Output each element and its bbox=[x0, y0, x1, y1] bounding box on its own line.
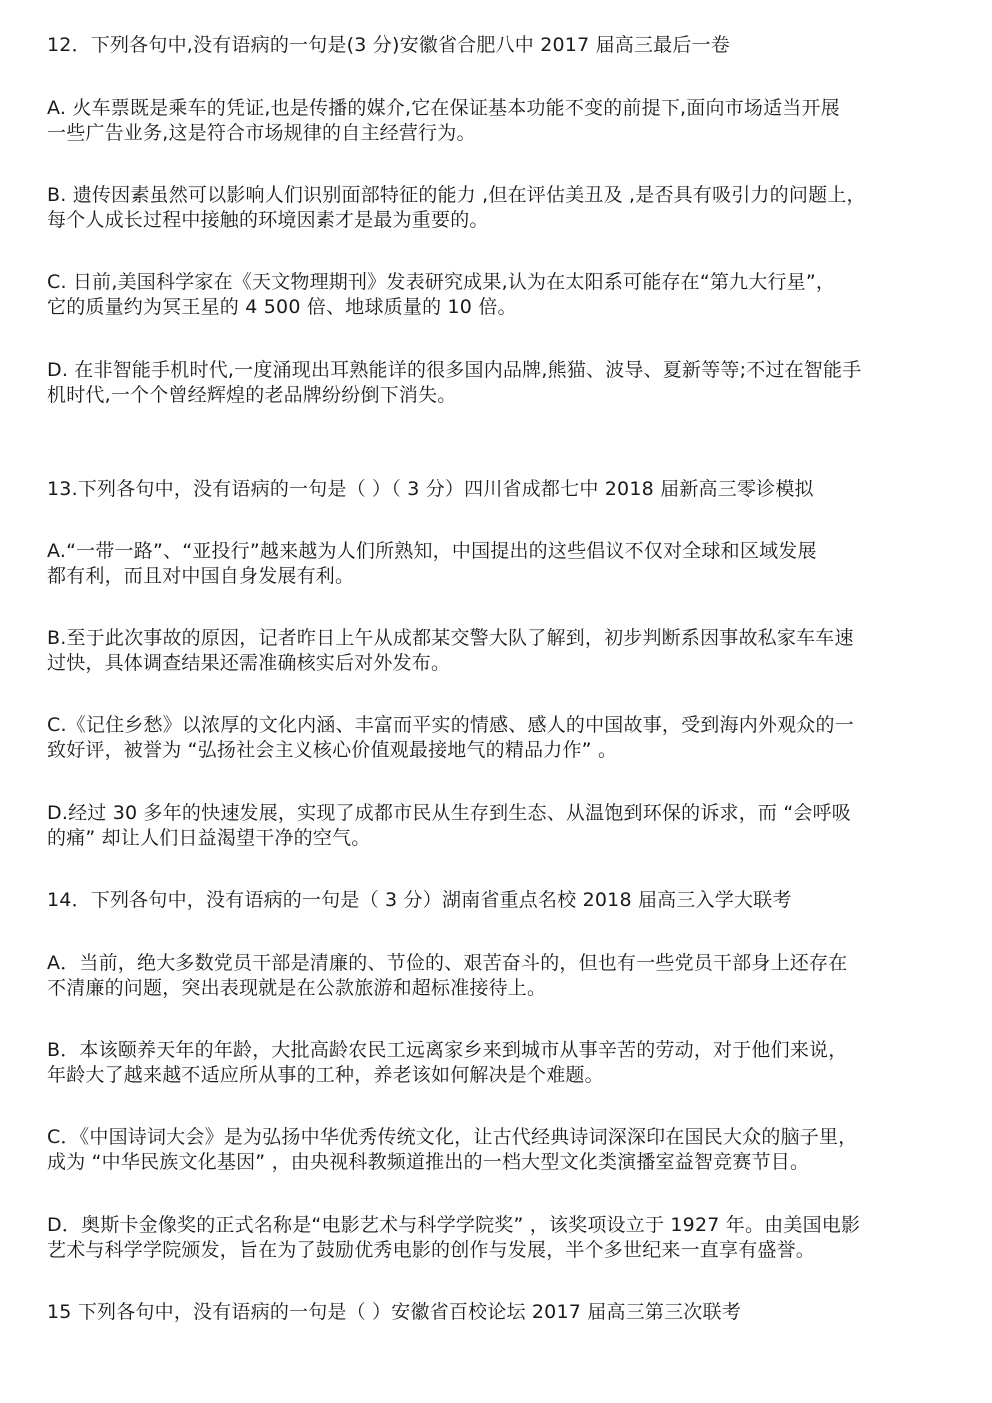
question-13-option-d-line-2: 的痛” 却让人们日益渴望干净的空气。 bbox=[47, 827, 371, 849]
question-13-option-a-line-2: 都有利，而且对中国自身发展有利。 bbox=[47, 565, 355, 587]
question-14-header: 14．下列各句中，没有语病的一句是（ 3 分）湖南省重点名校 2018 届高三入学大联考 bbox=[47, 889, 792, 911]
question-13-option-d-line-1: D.经过 30 多年的快速发展，实现了成都市民从生存到生态、从温饱到环保的诉求，而 “会呼吸 bbox=[47, 802, 852, 824]
question-14-option-c-line-1: C．《中国诗词大会》是为弘扬中华优秀传统文化，让古代经典诗词深深印在国民大众的脑子里， bbox=[47, 1126, 858, 1148]
question-13-option-b-line-2: 过快，具体调查结果还需准确核实后对外发布。 bbox=[47, 652, 451, 674]
question-12-option-c-line-1: C. 日前,美国科学家在《天文物理期刊》发表研究成果,认为在太阳系可能存在“第九大行星”， bbox=[47, 271, 836, 293]
question-12-option-b-line-1: B. 遗传因素虽然可以影响人们识别面部特征的能力 ,但在评估美丑及 ,是否具有吸引力的问题上， bbox=[47, 184, 866, 206]
question-14-option-a-line-2: 不清廉的问题，突出表现就是在公款旅游和超标准接待上。 bbox=[47, 977, 547, 999]
question-13-option-c-line-2: 致好评，被誉为 “弘扬社会主义核心价值观最接地气的精品力作” 。 bbox=[47, 739, 618, 761]
question-12-option-d-line-1: D. 在非智能手机时代,一度涌现出耳熟能详的很多国内品牌,熊猫、波导、夏新等等;不过在智能手 bbox=[47, 359, 862, 381]
question-12-option-a-line-1: A. 火车票既是乘车的凭证,也是传播的媒介,它在保证基本功能不变的前提下,面向市场适当开展 bbox=[47, 97, 840, 119]
question-15-header: 15 下列各句中，没有语病的一句是（ ）安徽省百校论坛 2017 届高三第三次联考 bbox=[47, 1301, 741, 1323]
question-14-option-b-line-2: 年龄大了越来越不适应所从事的工种，养老该如何解决是个难题。 bbox=[47, 1064, 604, 1086]
question-14-option-a-line-1: A．当前，绝大多数党员干部是清廉的、节俭的、艰苦奋斗的，但也有一些党员干部身上还存在 bbox=[47, 952, 848, 974]
question-12-option-d-line-2: 机时代,一个个曾经辉煌的老品牌纷纷倒下消失。 bbox=[47, 384, 457, 406]
question-13-option-a-line-1: A.“一带一路”、“亚投行”越来越为人们所熟知，中国提出的这些倡议不仅对全球和区域发展 bbox=[47, 540, 817, 562]
question-12-option-a-line-2: 一些广告业务,这是符合市场规律的自主经营行为。 bbox=[47, 122, 476, 144]
question-13-option-c-line-1: C.《记住乡愁》以浓厚的文化内涵、丰富而平实的情感、感人的中国故事，受到海内外观众的一 bbox=[47, 714, 854, 736]
question-12-option-c-line-2: 它的质量约为冥王星的 4 500 倍、地球质量的 10 倍。 bbox=[47, 296, 517, 318]
question-12-header: 12．下列各句中,没有语病的一句是(3 分)安徽省合肥八中 2017 届高三最后一卷 bbox=[47, 34, 731, 56]
question-14-option-d-line-2: 艺术与科学学院颁发，旨在为了鼓励优秀电影的创作与发展，半个多世纪来一直享有盛誉。 bbox=[47, 1239, 816, 1261]
question-13-header: 13.下列各句中，没有语病的一句是（ ）（ 3 分）四川省成都七中 2018 届新高三零诊模拟 bbox=[47, 478, 814, 500]
question-13-option-b-line-1: B.至于此次事故的原因，记者昨日上午从成都某交警大队了解到，初步判断系因事故私家车车速 bbox=[47, 627, 854, 649]
question-12-option-b-line-2: 每个人成长过程中接触的环境因素才是最为重要的。 bbox=[47, 209, 489, 231]
question-14-option-d-line-1: D．奥斯卡金像奖的正式名称是“电影艺术与科学学院奖” ，该奖项设立于 1927 年。由美国电影 bbox=[47, 1214, 861, 1236]
question-14-option-b-line-1: B．本该颐养天年的年龄，大批高龄农民工远离家乡来到城市从事辛苦的劳动，对于他们来说， bbox=[47, 1039, 848, 1061]
question-14-option-c-line-2: 成为 “中华民族文化基因” ，由央视科教频道推出的一档大型文化类演播室益智竞赛节目。 bbox=[47, 1151, 810, 1173]
